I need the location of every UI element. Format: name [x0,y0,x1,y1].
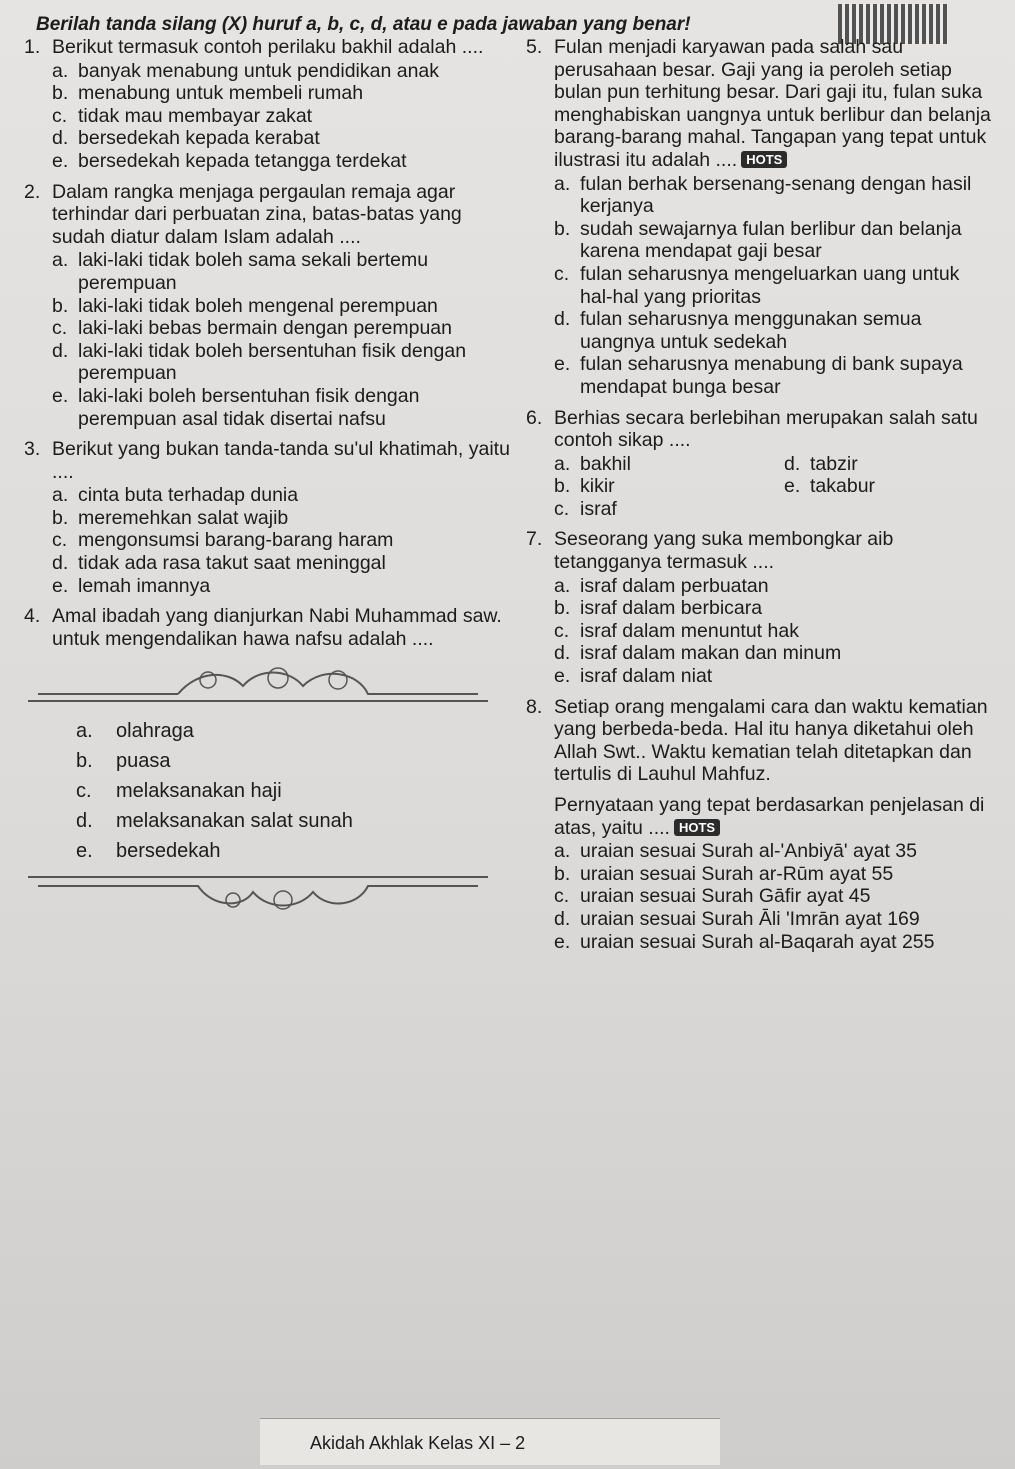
option-letter: b. [554,597,571,620]
option-4a[interactable] [76,716,478,746]
option-text: tidak mau membayar zakat [78,104,313,127]
question-stem: Dalam rangka menjaga pergaulan remaja agar terhindar dari perbuatan zina, batas-batas yang sudah diatur dalam Islam adalah .... [52,180,462,248]
option-5b[interactable] [554,218,996,263]
option-2b[interactable] [52,295,514,318]
option-text: bakhil [580,452,631,475]
option-text: bersedekah kepada tetangga terdekat [78,149,407,172]
question-number: 3. [24,438,41,461]
option-6b[interactable] [554,475,784,498]
question-4 [24,605,514,918]
option-text: uraian sesuai Surah Āli 'Imrān ayat 169 [580,907,920,930]
option-text: banyak menabung untuk pendidikan anak [78,59,440,82]
question-5 [526,36,996,399]
option-text: uraian sesuai Surah al-Baqarah ayat 255 [580,930,935,953]
option-text: uraian sesuai Surah ar-Rūm ayat 55 [580,862,894,885]
question-number: 8. [526,695,543,718]
right-column [526,36,996,961]
option-1d[interactable] [52,127,514,150]
option-text: fulan seharusnya menabung di bank supaya mendapat bunga besar [580,353,963,398]
option-text: laki-laki tidak boleh bersentuhan fisik dengan perempuan [78,339,467,385]
option-5c[interactable] [554,263,996,308]
option-letter: d. [52,552,69,575]
option-text: laki-laki tidak boleh sama sekali bertemu perempuan [78,249,429,294]
option-letter: a. [554,452,571,475]
option-2a[interactable] [52,249,514,294]
question-6 [526,407,996,521]
question-stem-text: Fulan menjadi karyawan pada salah sau perusahaan besar. Gaji yang ia peroleh setiap bulan pun terhitung besar. Dari gaji itu, fulan suka menghabiskan uangnya untuk berlibur dan belanja barang-barang mahal. Tangapan yang tepat untuk ilustrasi itu adalah .... [554,36,991,171]
option-text: lemah imannya [78,574,211,597]
option-text: cinta buta terhadap dunia [78,484,299,507]
option-text: fulan seharusnya menggunakan semua uangnya untuk sedekah [580,308,922,353]
option-letter: a. [554,172,571,195]
hots-badge: HOTS [674,819,720,836]
option-letter: d. [784,452,801,475]
option-6e[interactable] [784,475,984,498]
option-text: israf dalam niat [580,665,713,688]
option-8e[interactable] [554,931,996,954]
option-letter: c. [52,529,68,552]
question-number: 2. [24,180,41,203]
question-number: 4. [24,605,41,628]
option-text: menabung untuk membeli rumah [78,82,364,105]
option-2c[interactable] [52,317,514,340]
option-text: uraian sesuai Surah al-'Anbiyā' ayat 35 [580,840,917,863]
option-4b[interactable] [76,746,478,776]
question-1 [24,36,514,173]
option-4c[interactable] [76,776,478,806]
option-letter: c. [554,497,570,520]
option-1a[interactable] [52,60,514,83]
option-5a[interactable] [554,173,996,218]
option-7e[interactable] [554,665,996,688]
option-letter: d. [554,907,571,930]
option-letter: d. [554,308,571,331]
option-text: takabur [810,475,876,498]
option-text: israf dalam makan dan minum [580,642,842,665]
option-6c[interactable] [554,498,784,521]
option-text: israf dalam berbicara [580,597,763,620]
option-text: fulan seharusnya mengeluarkan uang untuk hal-hal yang prioritas [580,262,960,308]
question-stem [554,36,996,172]
option-text: melaksanakan haji [116,780,282,803]
option-letter: c. [554,885,570,908]
hots-badge: HOTS [741,151,787,168]
option-7a[interactable] [554,575,996,598]
option-letter: b. [76,750,93,773]
option-text: bersedekah kepada kerabat [78,127,320,150]
option-letter: a. [554,574,571,597]
option-text: israf [580,497,617,520]
option-8c[interactable] [554,885,996,908]
option-text: tidak ada rasa takut saat meninggal [78,552,386,575]
question-stem: Amal ibadah yang dianjurkan Nabi Muhammad saw. untuk mengendalikan hawa nafsu adalah .... [52,605,502,650]
question-number: 7. [526,528,543,551]
option-letter: e. [52,149,69,172]
option-7b[interactable] [554,597,996,620]
option-text: kikir [580,475,615,498]
option-letter: e. [554,930,571,953]
option-text: puasa [116,750,171,773]
option-letter: a. [52,249,69,272]
option-letter: d. [52,127,69,150]
option-text: laki-laki tidak boleh mengenal perempuan [78,294,438,317]
option-text: sudah sewajarnya fulan berlibur dan belanja karena mendapat gaji besar [580,217,962,263]
option-8d[interactable] [554,908,996,931]
option-5d[interactable] [554,308,996,353]
option-letter: b. [554,217,571,240]
option-text: israf dalam menuntut hak [580,619,799,642]
left-column [24,36,514,926]
question-stem: Berikut yang bukan tanda-tanda su'ul khatimah, yaitu .... [52,438,510,483]
option-6d[interactable] [784,453,984,476]
question-stem-text: Pernyataan yang tepat berdasarkan penjelasan di atas, yaitu .... [554,794,985,839]
question-stem-2 [554,794,996,839]
option-7c[interactable] [554,620,996,643]
question-number: 6. [526,406,543,429]
option-4d[interactable] [76,806,478,836]
question-number: 5. [526,36,543,58]
option-2e[interactable] [52,385,514,430]
option-letter: c. [52,317,68,340]
option-3a[interactable] [52,484,514,507]
option-letter: d. [76,810,93,833]
option-text: meremehkan salat wajib [78,506,289,529]
question-stem: Seseorang yang suka membongkar aib tetangganya termasuk .... [554,528,894,574]
option-letter: a. [554,840,571,863]
option-letter: e. [52,384,69,407]
option-letter: e. [52,574,69,597]
option-letter: a. [52,484,69,507]
option-letter: a. [76,720,93,743]
option-letter: b. [554,475,571,498]
question-3 [24,438,514,597]
option-text: fulan berhak bersenang-senang dengan hasil kerjanya [580,172,972,218]
option-7d[interactable] [554,642,996,665]
option-3b[interactable] [52,507,514,530]
decorative-swirl-icon [28,660,488,700]
option-1e[interactable] [52,150,514,173]
footer-label: Akidah Akhlak Kelas XI – 2 [310,1433,526,1453]
option-text: mengonsumsi barang-barang haram [78,529,394,552]
option-8a[interactable] [554,840,996,863]
option-text: laki-laki bebas bermain dengan perempuan [78,317,452,340]
option-4e[interactable] [76,836,478,866]
question-2 [24,181,514,431]
question-7 [526,528,996,687]
option-2d[interactable] [52,340,514,385]
option-letter: c. [554,262,570,285]
option-letter: d. [554,642,571,665]
option-3c[interactable] [52,529,514,552]
option-6a[interactable] [554,453,784,476]
option-text: israf dalam perbuatan [580,574,769,597]
question-stem: Berhias secara berlebihan merupakan salah satu contoh sikap .... [554,406,978,452]
question-number: 1. [24,36,41,58]
option-letter: b. [554,862,571,885]
option-letter: b. [52,506,69,529]
option-letter: d. [52,339,69,362]
decorative-swirl-icon [28,878,488,918]
option-3e[interactable] [52,575,514,598]
option-text: melaksanakan salat sunah [116,810,353,833]
question-stem: Setiap orang mengalami cara dan waktu kematian yang berbeda-beda. Hal itu hanya diketahui oleh Allah Swt.. Waktu kematian telah ditetapkan dan tertulis di Lauhul Mahfuz. [554,695,988,786]
option-8b[interactable] [554,863,996,886]
question-8 [526,696,996,954]
option-letter: e. [554,353,571,376]
option-1b[interactable] [52,82,514,105]
option-text: olahraga [116,720,194,743]
option-1c[interactable] [52,105,514,128]
option-text: laki-laki boleh bersentuhan fisik dengan perempuan asal tidak disertai nafsu [78,384,420,430]
instruction-header: Berilah tanda silang (X) huruf a, b, c, d, atau e pada jawaban yang benar! [36,14,691,35]
option-letter: b. [52,82,69,105]
option-letter: e. [554,665,571,688]
option-letter: b. [52,294,69,317]
question-stem: Berikut termasuk contoh perilaku bakhil adalah .... [52,36,484,58]
option-letter: c. [554,619,570,642]
option-letter: e. [784,475,801,498]
option-letter: c. [52,104,68,127]
page-footer [260,1418,720,1465]
answer-box [28,660,488,918]
option-3d[interactable] [52,552,514,575]
option-5e[interactable] [554,353,996,398]
option-letter: c. [76,780,92,803]
option-text: bersedekah [116,840,221,863]
option-text: uraian sesuai Surah Gāfir ayat 45 [580,885,871,908]
option-text: tabzir [810,452,858,475]
option-letter: e. [76,840,93,863]
option-letter: a. [52,59,69,82]
